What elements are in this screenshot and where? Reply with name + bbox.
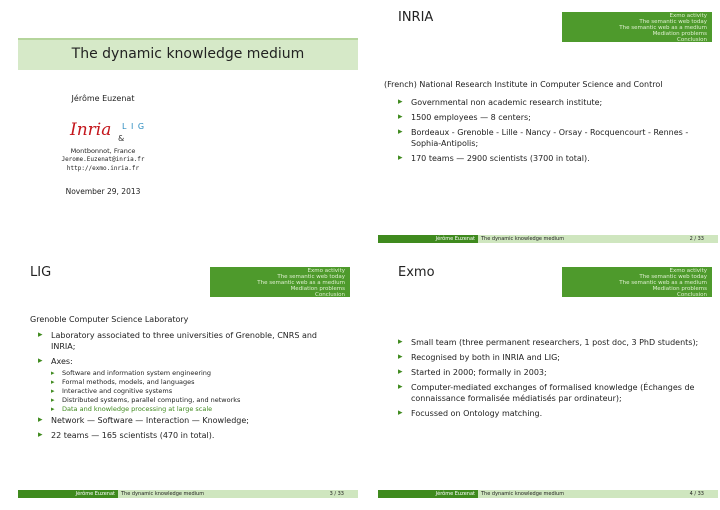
page-number: 3 / 33 bbox=[329, 491, 344, 497]
footer-title: The dynamic knowledge medium bbox=[118, 490, 358, 498]
nav-item[interactable]: The semantic web as a medium bbox=[619, 280, 707, 286]
author-email: Jerome.Euzenat@inria.fr bbox=[61, 156, 145, 163]
sub-bullet: ▸ Distributed systems, parallel computing, and networks bbox=[51, 396, 338, 405]
bullet: ▸ Recognised by both in INRIA and LIG; bbox=[398, 352, 708, 363]
bullet: ▸ 22 teams — 165 scientists (470 in total). bbox=[38, 430, 338, 441]
section-nav bbox=[210, 267, 350, 297]
slide-heading: LIG bbox=[30, 265, 52, 280]
bullet: ▸ Governmental non academic research institute; bbox=[398, 97, 698, 108]
page-number: 4 / 33 bbox=[689, 491, 704, 497]
sub-bullet: ▸ Software and information system engineering bbox=[51, 369, 338, 378]
sub-bullet: ▸ Interactive and cognitive systems bbox=[51, 387, 338, 396]
bullet: ▸ Network — Software — Interaction — Knowledge; bbox=[38, 415, 338, 426]
sub-bullet: ▸ Data and knowledge processing at large scale bbox=[51, 405, 338, 414]
sub-bullet-list bbox=[51, 369, 338, 414]
presentation-title: The dynamic knowledge medium bbox=[71, 46, 305, 62]
bullet: ▸ Bordeaux - Grenoble - Lille - Nancy - Orsay - Rocquencourt - Rennes - Sophia-Antipolis; bbox=[398, 127, 698, 149]
lig-logo: L I G bbox=[122, 122, 146, 131]
slide-intro: Grenoble Computer Science Laboratory bbox=[30, 315, 189, 324]
nav-item[interactable]: The semantic web today bbox=[277, 274, 345, 280]
page-number: 2 / 33 bbox=[689, 236, 704, 242]
title-box bbox=[18, 38, 358, 70]
nav-item[interactable]: The semantic web today bbox=[639, 19, 707, 25]
footer-author: Jérôme Euzenat bbox=[378, 490, 478, 498]
sub-bullet: ▸ Formal methods, models, and languages bbox=[51, 378, 338, 387]
slide-exmo bbox=[378, 255, 718, 500]
bullet-list bbox=[398, 337, 708, 423]
slide-lig bbox=[18, 255, 358, 500]
nav-item[interactable]: Conclusion bbox=[315, 292, 345, 298]
slide-heading: INRIA bbox=[398, 10, 434, 25]
nav-item[interactable]: The semantic web as a medium bbox=[257, 280, 345, 286]
bullet-list bbox=[398, 97, 698, 168]
nav-item[interactable]: Exmo activity bbox=[307, 268, 345, 274]
nav-item[interactable]: Mediation problems bbox=[652, 31, 707, 37]
nav-item[interactable]: Mediation problems bbox=[290, 286, 345, 292]
author-name: Jérôme Euzenat bbox=[71, 94, 135, 103]
bullet: ▸ 1500 employees — 8 centers; bbox=[398, 112, 698, 123]
bullet: ▸ Computer-mediated exchanges of formalised knowledge (Échanges de connaissance formalisée médiatisés par ordinateur); bbox=[398, 382, 708, 404]
footer-author: Jérôme Euzenat bbox=[18, 490, 118, 498]
bullet: ▸ 170 teams — 2900 scientists (3700 in total). bbox=[398, 153, 698, 164]
bullet-text: Axes: bbox=[51, 357, 73, 366]
footer-author: Jérôme Euzenat bbox=[378, 235, 478, 243]
nav-item[interactable]: The semantic web as a medium bbox=[619, 25, 707, 31]
slide-footer bbox=[378, 235, 718, 243]
author-location: Montbonnot, France bbox=[70, 147, 136, 155]
author-url: http://exmo.inria.fr bbox=[66, 165, 140, 172]
nav-item[interactable]: Exmo activity bbox=[669, 268, 707, 274]
slide-intro: (French) National Research Institute in Computer Science and Control bbox=[384, 80, 663, 89]
bullet: ▸ Small team (three permanent researchers, 1 post doc, 3 PhD students); bbox=[398, 337, 708, 348]
nav-item[interactable]: Conclusion bbox=[677, 37, 707, 43]
nav-item[interactable]: Mediation problems bbox=[652, 286, 707, 292]
nav-item[interactable]: Exmo activity bbox=[669, 13, 707, 19]
section-nav bbox=[562, 267, 712, 297]
bullet-list bbox=[38, 330, 338, 445]
nav-item[interactable]: Conclusion bbox=[677, 292, 707, 298]
presentation-date: November 29, 2013 bbox=[65, 187, 141, 196]
bullet: ▸ Started in 2000; formally in 2003; bbox=[398, 367, 708, 378]
logos bbox=[18, 116, 188, 148]
footer-title: The dynamic knowledge medium bbox=[478, 235, 718, 243]
slide-inria bbox=[378, 0, 718, 245]
slide-footer bbox=[18, 490, 358, 498]
slide-heading: Exmo bbox=[398, 265, 435, 280]
section-nav bbox=[562, 12, 712, 42]
slide-footer bbox=[378, 490, 718, 498]
inria-logo: Inria bbox=[70, 120, 112, 140]
bullet: ▸ Laboratory associated to three universities of Grenoble, CNRS and INRIA; bbox=[38, 330, 338, 352]
logo-ampersand: & bbox=[118, 134, 125, 143]
nav-item[interactable]: The semantic web today bbox=[639, 274, 707, 280]
bullet bbox=[38, 356, 338, 414]
bullet: ▸ Focussed on Ontology matching. bbox=[398, 408, 708, 419]
footer-title: The dynamic knowledge medium bbox=[478, 490, 718, 498]
slide-title bbox=[18, 8, 358, 253]
